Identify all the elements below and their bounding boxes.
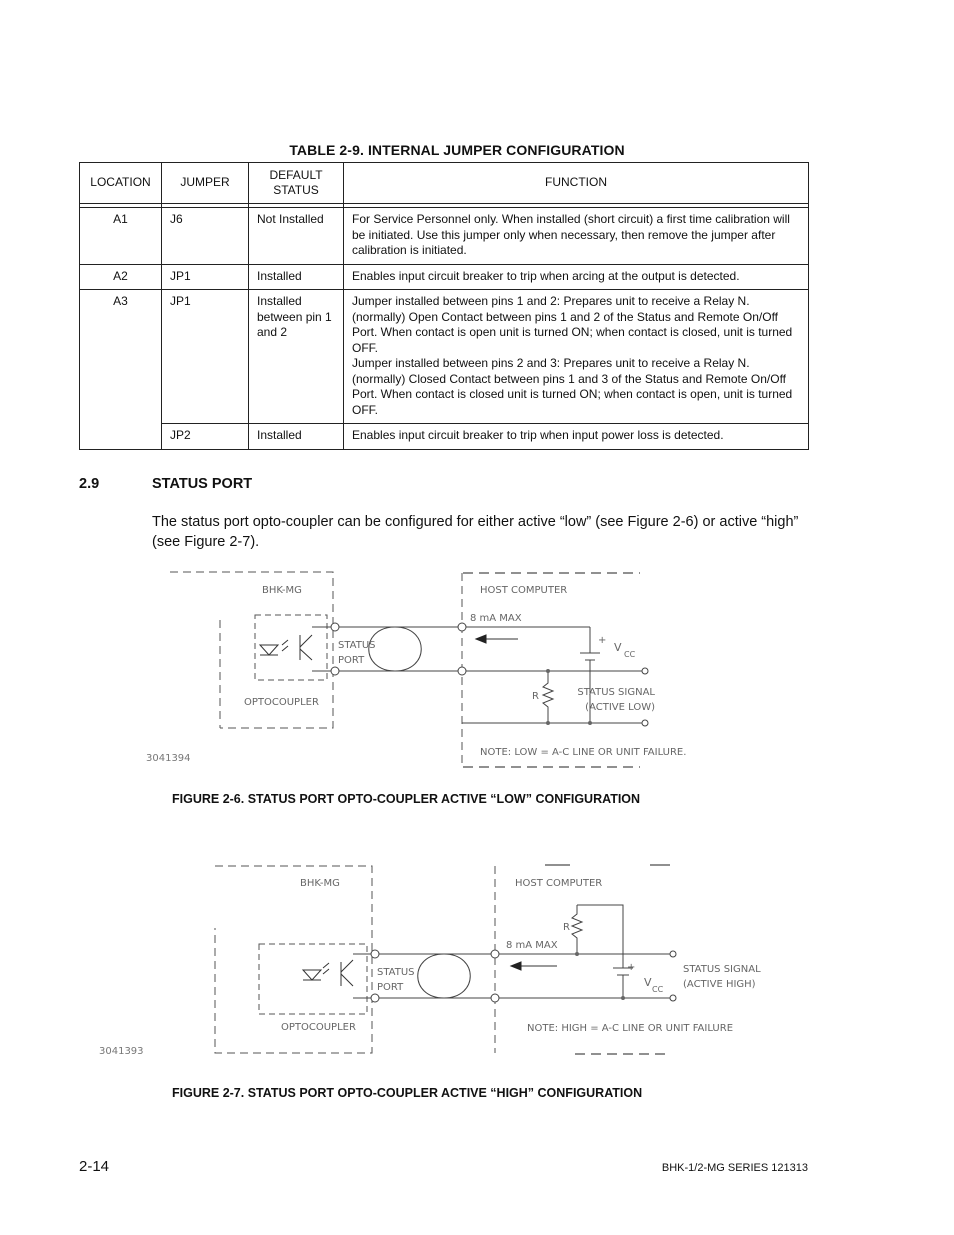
cell-jumper: JP2: [162, 424, 249, 450]
vcc-label: V: [614, 641, 622, 654]
cell-status: Installed: [249, 424, 344, 450]
jumper-table: [79, 162, 809, 450]
figure-high-schematic: [95, 858, 775, 1063]
cell-function: [344, 290, 809, 424]
vcc-label: V: [644, 976, 652, 989]
cell-jumper: JP1: [162, 264, 249, 290]
figure-code: 3041393: [99, 1046, 144, 1057]
cell-function: Enables input circuit breaker to trip when arcing at the output is detected.: [344, 264, 809, 290]
table-row: [80, 264, 809, 290]
status-label: STATUS: [338, 640, 376, 651]
plus-label: +: [627, 962, 636, 973]
page-number: 2-14: [79, 1158, 110, 1175]
table-row: [80, 424, 809, 450]
cell-jumper: J6: [162, 208, 249, 265]
section-number: 2.9: [79, 476, 100, 492]
signal-mode-label: (ACTIVE HIGH): [683, 979, 756, 990]
figure-code: 3041394: [146, 753, 191, 764]
max-label: 8 mA MAX: [470, 613, 522, 624]
header-location: LOCATION: [80, 163, 162, 204]
host-label: HOST COMPUTER: [515, 878, 603, 889]
r-label: R: [532, 691, 539, 702]
cell-status: Installed between pin 1 and 2: [249, 290, 344, 424]
note-label: NOTE: LOW = A-C LINE OR UNIT FAILURE.: [480, 747, 687, 758]
plus-label: +: [598, 635, 607, 646]
signal-mode-label: (ACTIVE LOW): [585, 702, 655, 713]
function-line-2: Jumper installed between pins 2 and 3: Prepares unit to receive a Relay N. (normally) Closed Contact between pins 1 and 3 of the Status and Remote On/Off Port. When contact is closed unit is turned ON; when contact is open, unit is turned OFF.: [352, 356, 793, 417]
signal-label: STATUS SIGNAL: [577, 687, 655, 698]
table-row: [80, 290, 809, 424]
cell-status: Installed: [249, 264, 344, 290]
cell-location: A2: [80, 264, 162, 290]
table-header-row: [80, 163, 809, 204]
bhk-label: BHK-MG: [300, 878, 340, 889]
port-label: PORT: [377, 982, 404, 993]
function-line-1: Jumper installed between pins 1 and 2: Prepares unit to receive a Relay N. (normally) Open Contact between pins 1 and 2 of the Status and Remote On/Off Port. When contact is open unit is turned ON; when contact is closed, unit is turned OFF.: [352, 294, 793, 355]
section-title: STATUS PORT: [152, 476, 253, 492]
cell-jumper: JP1: [162, 290, 249, 424]
header-default-status: DEFAULT STATUS: [249, 163, 344, 204]
table-title: TABLE 2-9. INTERNAL JUMPER CONFIGURATION: [289, 142, 625, 158]
figure-high-caption: FIGURE 2-7. STATUS PORT OPTO-COUPLER ACTIVE “HIGH” CONFIGURATION: [172, 1086, 643, 1100]
figure-low-schematic: [140, 565, 687, 775]
section-paragraph: The status port opto-coupler can be configured for either active “low” (see Figure 2-6) or active “high” (see Figure 2-7).: [152, 514, 799, 550]
document-id: BHK-1/2-MG SERIES 121313: [661, 1162, 808, 1174]
port-label: PORT: [338, 655, 365, 666]
figure-low-caption: FIGURE 2-6. STATUS PORT OPTO-COUPLER ACTIVE “LOW” CONFIGURATION: [172, 792, 641, 806]
header-function: FUNCTION: [344, 163, 809, 204]
max-label: 8 mA MAX: [506, 940, 558, 951]
opto-label: OPTOCOUPLER: [281, 1022, 356, 1033]
vcc-sub-label: CC: [652, 985, 664, 994]
r-label: R: [563, 922, 570, 933]
host-label: HOST COMPUTER: [480, 585, 568, 596]
bhk-label: BHK-MG: [262, 585, 302, 596]
status-label: STATUS: [377, 967, 415, 978]
header-jumper: JUMPER: [162, 163, 249, 204]
signal-label: STATUS SIGNAL: [683, 964, 761, 975]
cell-function: Enables input circuit breaker to trip when input power loss is detected.: [344, 424, 809, 450]
table-row: [80, 208, 809, 265]
vcc-sub-label: CC: [624, 650, 636, 659]
cell-location: A3: [80, 290, 162, 450]
opto-label: OPTOCOUPLER: [244, 697, 319, 708]
note-label: NOTE: HIGH = A-C LINE OR UNIT FAILURE: [527, 1023, 734, 1034]
cell-location: A1: [80, 208, 162, 265]
cell-function: For Service Personnel only. When installed (short circuit) a first time calibration will be initiated. Use this jumper only when necessary, then remove the jumper after calibration is initiated.: [344, 208, 809, 265]
cell-status: Not Installed: [249, 208, 344, 265]
